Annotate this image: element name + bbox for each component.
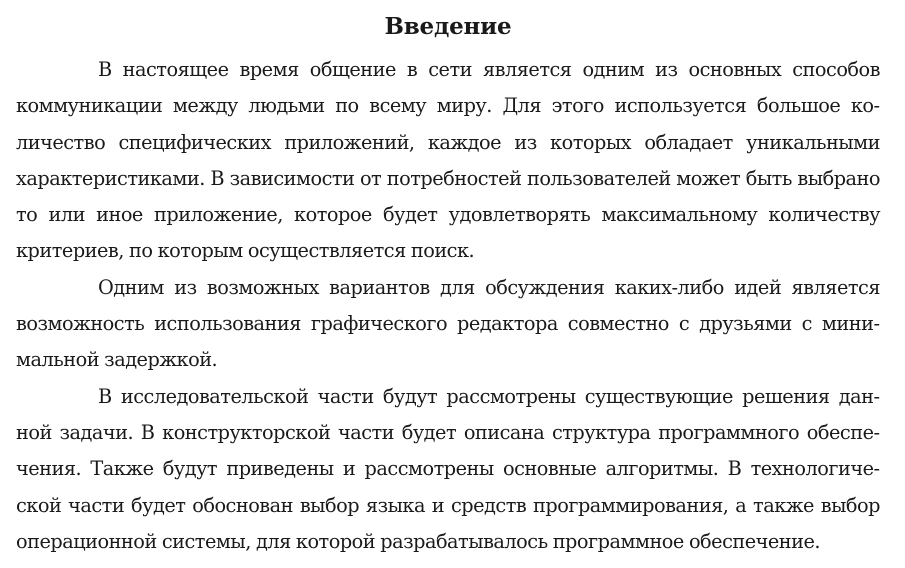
document-page [16,0,880,560]
paragraph-structure: В исследовательской части будут рассмотрены существующие решения данной задачи. В конструкторской части будет описана структура программного обеспечения. Также будут приведены и рассмотрены основные алгоритмы. В технологической части будет обоснован выбор языка и средств программирования, а также выбор операционной системы, для которой разрабатывалось программное обеспечение. [16,384,880,553]
paragraph-option: Одним из возможных вариантов для обсуждения каких-либо идей является возможность использования графического редактора совместно с друзьями с минимальной задержкой. [16,275,880,372]
section-title: Введение [384,13,512,40]
paragraph-intro: В настоящее время общение в сети является одним из основных способов коммуникации между людьми по всему миру. Для этого используется большое количество специфических приложений, каждое из которых обладает уникальными характеристиками. В зависимости от потребностей пользователей может быть выбрано то или иное приложение, которое будет удовлетворять максимальному количеству критериев, по которым осуществляется поиск. [16,58,880,263]
